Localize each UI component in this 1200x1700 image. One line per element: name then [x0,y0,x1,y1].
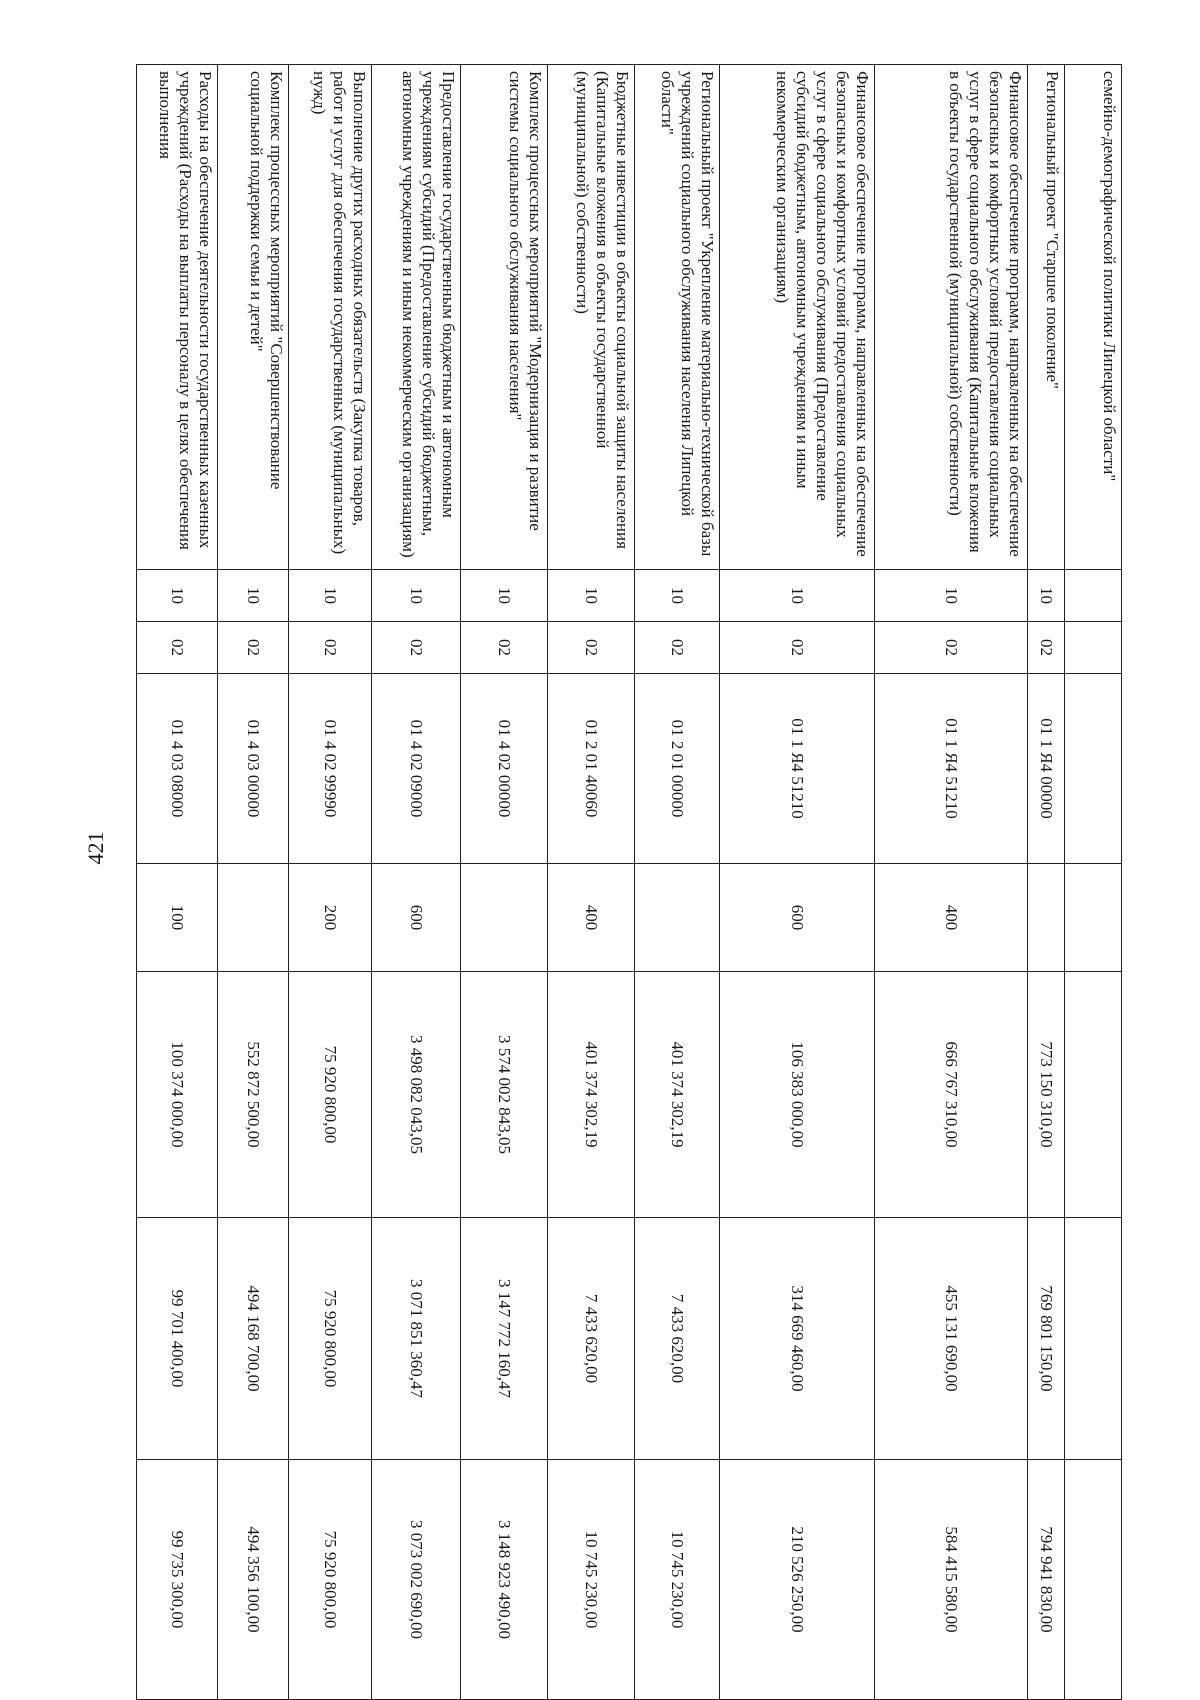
target-code-cell: 01 4 02 09000 [372,674,461,864]
target-code-cell: 01 2 01 00000 [635,674,720,864]
table-row [289,65,372,1700]
expense-type-cell: 600 [372,864,461,972]
subsection-cell: 02 [875,622,1028,674]
amount-year3-cell: 3 073 002 690,00 [372,1460,461,1700]
row-name-cell: Комплекс процессных мероприятий "Модернизация и развитие системы социального обслуживания населения" [461,65,548,570]
row-name-cell: Комплекс процессных мероприятий "Совершенствование социальной поддержки семьи и детей" [218,65,289,570]
amount-year2-cell [1065,1218,1122,1460]
table-row [720,65,875,1700]
amount-year3-cell: 494 356 100,00 [218,1460,289,1700]
subsection-cell: 02 [137,622,218,674]
expense-type-cell: 400 [548,864,635,972]
amount-year3-cell: 75 920 800,00 [289,1460,372,1700]
subsection-cell: 02 [289,622,372,674]
expense-type-cell [1028,864,1065,972]
section-cell: 10 [635,570,720,622]
amount-year2-cell: 3 071 851 360,47 [372,1218,461,1460]
section-cell: 10 [461,570,548,622]
subsection-cell: 02 [720,622,875,674]
amount-year3-cell: 3 148 923 490,00 [461,1460,548,1700]
amount-year3-cell: 584 415 580,00 [875,1460,1028,1700]
amount-year2-cell: 455 131 690,00 [875,1218,1028,1460]
subsection-cell: 02 [635,622,720,674]
target-code-cell: 01 2 01 40060 [548,674,635,864]
amount-year1-cell: 401 374 302,19 [635,972,720,1218]
section-cell: 10 [1028,570,1065,622]
section-cell: 10 [137,570,218,622]
row-name-cell: Региональный проект "Старшее поколение" [1028,65,1065,570]
target-code-cell: 01 1 Я4 51210 [875,674,1028,864]
amount-year1-cell: 401 374 302,19 [548,972,635,1218]
amount-year3-cell: 210 526 250,00 [720,1460,875,1700]
budget-table-container [102,64,1122,1699]
amount-year2-cell: 7 433 620,00 [548,1218,635,1460]
row-name-cell: Региональный проект "Укрепление материально-технической базы учреждений социального обслуживания населения Липецкой области" [635,65,720,570]
row-name-cell: Выполнение других расходных обязательств (Закупка товаров, работ и услуг для обеспечения государственных (муниципальных) нужд) [289,65,372,570]
section-cell: 10 [875,570,1028,622]
expense-type-cell [218,864,289,972]
amount-year1-cell: 666 767 310,00 [875,972,1028,1218]
row-name-cell: Финансовое обеспечение программ, направленных на обеспечение безопасных и комфортных условий предоставления социальных услуг в сфере социального обслуживания (Предоставление субсидий бюджетным, автономным учреждениям и иным некоммерческим организациям) [720,65,875,570]
table-row [461,65,548,1700]
row-name-cell: Бюджетные инвестиции в объекты социальной защиты населения (Капитальные вложения в объекты государственной (муниципальной) собственности) [548,65,635,570]
page-number: 421 [83,831,108,865]
expense-type-cell [635,864,720,972]
amount-year1-cell: 75 920 800,00 [289,972,372,1218]
amount-year2-cell: 494 168 700,00 [218,1218,289,1460]
expense-type-cell: 200 [289,864,372,972]
table-row [548,65,635,1700]
amount-year2-cell: 75 920 800,00 [289,1218,372,1460]
amount-year3-cell: 10 745 230,00 [635,1460,720,1700]
section-cell: 10 [218,570,289,622]
budget-table [136,64,1122,1700]
expense-type-cell: 100 [137,864,218,972]
row-name-cell: Предоставление государственным бюджетным и автономным учреждениям субсидий (Предоставление субсидий бюджетным, автономным учреждениям и иным некоммерческим организациям) [372,65,461,570]
table-row [875,65,1028,1700]
target-code-cell [1065,674,1122,864]
amount-year1-cell: 106 383 000,00 [720,972,875,1218]
table-row [137,65,218,1700]
subsection-cell: 02 [1028,622,1065,674]
target-code-cell: 01 4 03 08000 [137,674,218,864]
table-row [218,65,289,1700]
table-row [1028,65,1065,1700]
amount-year2-cell: 99 701 400,00 [137,1218,218,1460]
amount-year1-cell: 3 574 002 843,05 [461,972,548,1218]
section-cell: 10 [720,570,875,622]
expense-type-cell [1065,864,1122,972]
amount-year3-cell [1065,1460,1122,1700]
amount-year2-cell: 769 801 150,00 [1028,1218,1065,1460]
amount-year2-cell: 7 433 620,00 [635,1218,720,1460]
amount-year1-cell: 552 872 500,00 [218,972,289,1218]
amount-year3-cell: 10 745 230,00 [548,1460,635,1700]
target-code-cell: 01 4 02 00000 [461,674,548,864]
section-cell: 10 [289,570,372,622]
target-code-cell: 01 4 02 99990 [289,674,372,864]
amount-year1-cell: 3 498 082 043,05 [372,972,461,1218]
expense-type-cell: 400 [875,864,1028,972]
table-row [372,65,461,1700]
amount-year1-cell: 773 150 310,00 [1028,972,1065,1218]
subsection-cell: 02 [548,622,635,674]
subsection-cell: 02 [218,622,289,674]
amount-year3-cell: 99 735 300,00 [137,1460,218,1700]
section-cell [1065,570,1122,622]
amount-year1-cell: 100 374 000,00 [137,972,218,1218]
row-name-cell: семейно-демографической политики Липецкой области" [1065,65,1122,570]
subsection-cell [1065,622,1122,674]
target-code-cell: 01 4 03 00000 [218,674,289,864]
amount-year1-cell [1065,972,1122,1218]
table-row [635,65,720,1700]
subsection-cell: 02 [461,622,548,674]
table-row [1065,65,1122,1700]
amount-year2-cell: 3 147 772 160,47 [461,1218,548,1460]
section-cell: 10 [372,570,461,622]
expense-type-cell [461,864,548,972]
expense-type-cell: 600 [720,864,875,972]
row-name-cell: Финансовое обеспечение программ, направленных на обеспечение безопасных и комфортных условий предоставления социальных услуг в сфере социального обслуживания (Капитальные вложения в объекты государственной (муниципальной) собственности) [875,65,1028,570]
row-name-cell: Расходы на обеспечение деятельности государственных казенных учреждений (Расходы на выплаты персоналу в целях обеспечения выполнения [137,65,218,570]
section-cell: 10 [548,570,635,622]
amount-year2-cell: 314 669 460,00 [720,1218,875,1460]
subsection-cell: 02 [372,622,461,674]
amount-year3-cell: 794 941 830,00 [1028,1460,1065,1700]
target-code-cell: 01 1 Я4 51210 [720,674,875,864]
target-code-cell: 01 1 Я4 00000 [1028,674,1065,864]
